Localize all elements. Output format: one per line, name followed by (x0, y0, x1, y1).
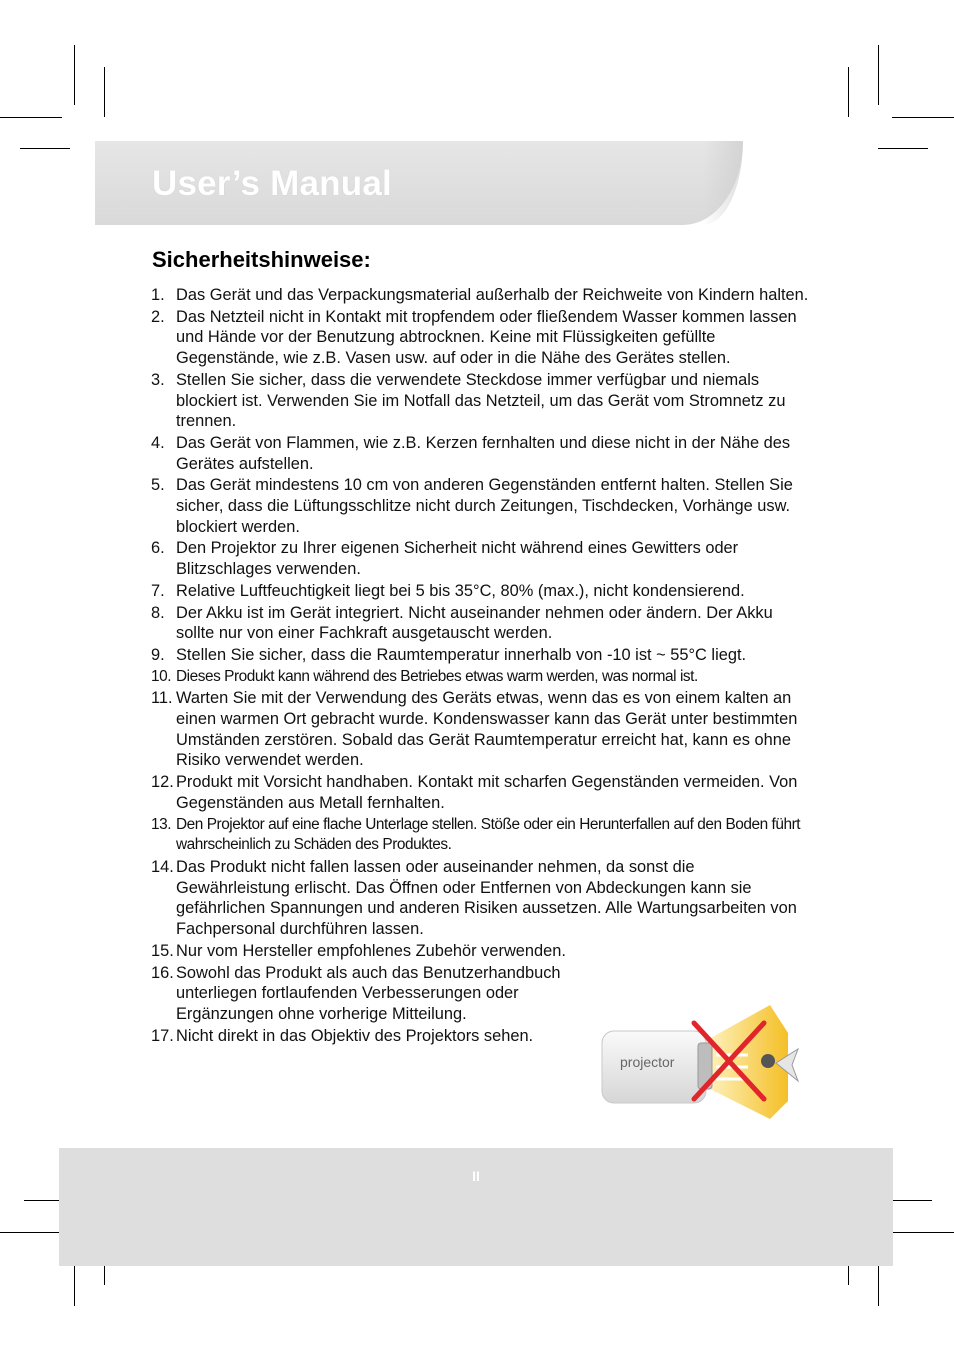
item-text: Relative Luftfeuchtigkeit liegt bei 5 bis 35°C, 80% (max.), nicht kondensierend. (176, 581, 745, 600)
crop-mark (74, 45, 75, 105)
item-text: Sowohl das Produkt als auch das Benutzerhandbuch unterliegen fortlaufenden Verbesserungen oder Ergänzungen ohne vorherige Mitteilung. (176, 963, 561, 1023)
item-text: Der Akku ist im Gerät integriert. Nicht auseinander nehmen oder ändern. Der Akku sollte nur von einer Fachkraft ausgetauscht werden. (176, 603, 773, 643)
list-item (151, 285, 811, 306)
item-number: 11. (151, 689, 173, 708)
item-number: 10. (151, 667, 172, 685)
section-heading: Sicherheitshinweise: (152, 247, 371, 272)
list-item (151, 433, 811, 474)
item-text: Das Gerät und das Verpackungsmaterial außerhalb der Reichweite von Kindern halten. (176, 286, 809, 304)
crop-mark (878, 148, 928, 149)
item-text: Den Projektor auf eine flache Unterlage stellen. Stöße oder ein Herunterfallen auf den Boden führt wahrscheinlich zu Schäden des Produktes. (176, 815, 801, 854)
crop-mark (892, 1232, 954, 1233)
item-number: 15. (151, 941, 174, 960)
crop-mark (0, 117, 62, 118)
item-number: 7. (151, 581, 165, 600)
list-item (151, 688, 811, 771)
item-number: 12. (151, 773, 174, 792)
manual-title: User’s Manual (152, 164, 392, 203)
safety-list (151, 285, 811, 1047)
item-number: 14. (151, 857, 174, 876)
item-text: Stellen Sie sicher, dass die verwendete Steckdose immer verfügbar und niemals blockiert ist. Verwenden Sie im Notfall das Netzteil, um das Gerät vom Stromnetz zu trennen. (176, 370, 786, 431)
item-text: Das Gerät mindestens 10 cm von anderen Gegenständen entfernt halten. Stellen Sie sicher, dass die Lüftungsschlitze nicht durch Zeitungen, Tischdecken, Vorhänge usw. blockiert werden. (176, 476, 793, 536)
item-number: 8. (151, 603, 165, 622)
item-number: 4. (151, 433, 165, 452)
crop-mark (892, 117, 954, 118)
list-item (151, 475, 811, 537)
item-number: 17. (151, 1026, 174, 1045)
list-item (151, 941, 811, 962)
item-number: 5. (151, 476, 165, 495)
item-text: Warten Sie mit der Verwendung des Geräts etwas, wenn das es von einem kalten an einen warmen Ort gebracht wurde. Kondenswasser kann das Gerät unter bestimmten Umständen zerstören. Sobald das Gerät Raumtemperatur erreicht hat, kann es ohne Risiko verwendet werden. (176, 689, 798, 770)
crop-mark (104, 67, 105, 117)
list-item (151, 581, 811, 602)
list-item (151, 370, 811, 432)
crop-mark (0, 1232, 62, 1233)
item-text: Produkt mit Vorsicht handhaben. Kontakt mit scharfen Gegenständen vermeiden. Von Gegenständen aus Metall fernhalten. (176, 773, 798, 812)
item-number: 1. (151, 286, 165, 304)
item-text: Nur vom Hersteller empfohlenes Zubehör verwenden. (176, 941, 566, 960)
list-item (151, 538, 811, 579)
footer-band (59, 1148, 893, 1266)
item-text: Das Gerät von Flammen, wie z.B. Kerzen fernhalten und diese nicht in der Nähe des Gerätes aufstellen. (176, 433, 791, 473)
item-number: 9. (151, 645, 165, 664)
item-number: 6. (151, 539, 165, 558)
item-number: 16. (151, 963, 174, 982)
list-item (151, 307, 811, 369)
crop-mark (878, 45, 879, 105)
item-number: 13. (151, 815, 172, 833)
eye-pupil (761, 1054, 775, 1068)
list-item (151, 603, 811, 644)
projector-warning-illustration (598, 1003, 816, 1123)
list-item (151, 815, 811, 856)
item-text: Das Netzteil nicht in Kontakt mit tropfendem oder fließendem Wasser kommen lassen und Hände vor der Benutzung abtrocknen. Keine mit Flüssigkeiten gefüllte Gegenstände, wie z.B. Vasen usw. auf oder in die Nähe des Gerätes stellen. (176, 307, 797, 368)
item-text: Das Produkt nicht fallen lassen oder auseinander nehmen, da sonst die Gewährleistung erlischt. Das Öffnen oder Entfernen von Abdeckungen kann sie gefährlichen Spannungen und anderen Risiken aussetzen. Alle Wartungsarbeiten von Fachpersonal durchführen lassen. (176, 857, 797, 939)
projector-label: projector (620, 1054, 675, 1070)
item-text: Nicht direkt in das Objektiv des Projektors sehen. (176, 1026, 534, 1045)
crop-mark (848, 67, 849, 117)
item-number: 2. (151, 307, 165, 326)
list-item (151, 857, 811, 940)
item-text: Stellen Sie sicher, dass die Raumtemperatur innerhalb von -10 ist ~ 55°C liegt. (176, 645, 747, 664)
crop-mark (20, 148, 70, 149)
list-item (151, 645, 811, 666)
page-number: II (472, 1168, 480, 1184)
item-text: Dieses Produkt kann während des Betriebes etwas warm werden, was normal ist. (176, 667, 698, 685)
list-item (151, 667, 811, 688)
item-number: 3. (151, 370, 165, 389)
item-text: Den Projektor zu Ihrer eigenen Sicherheit nicht während eines Gewitters oder Blitzschlages verwenden. (176, 539, 739, 579)
list-item (151, 772, 811, 813)
